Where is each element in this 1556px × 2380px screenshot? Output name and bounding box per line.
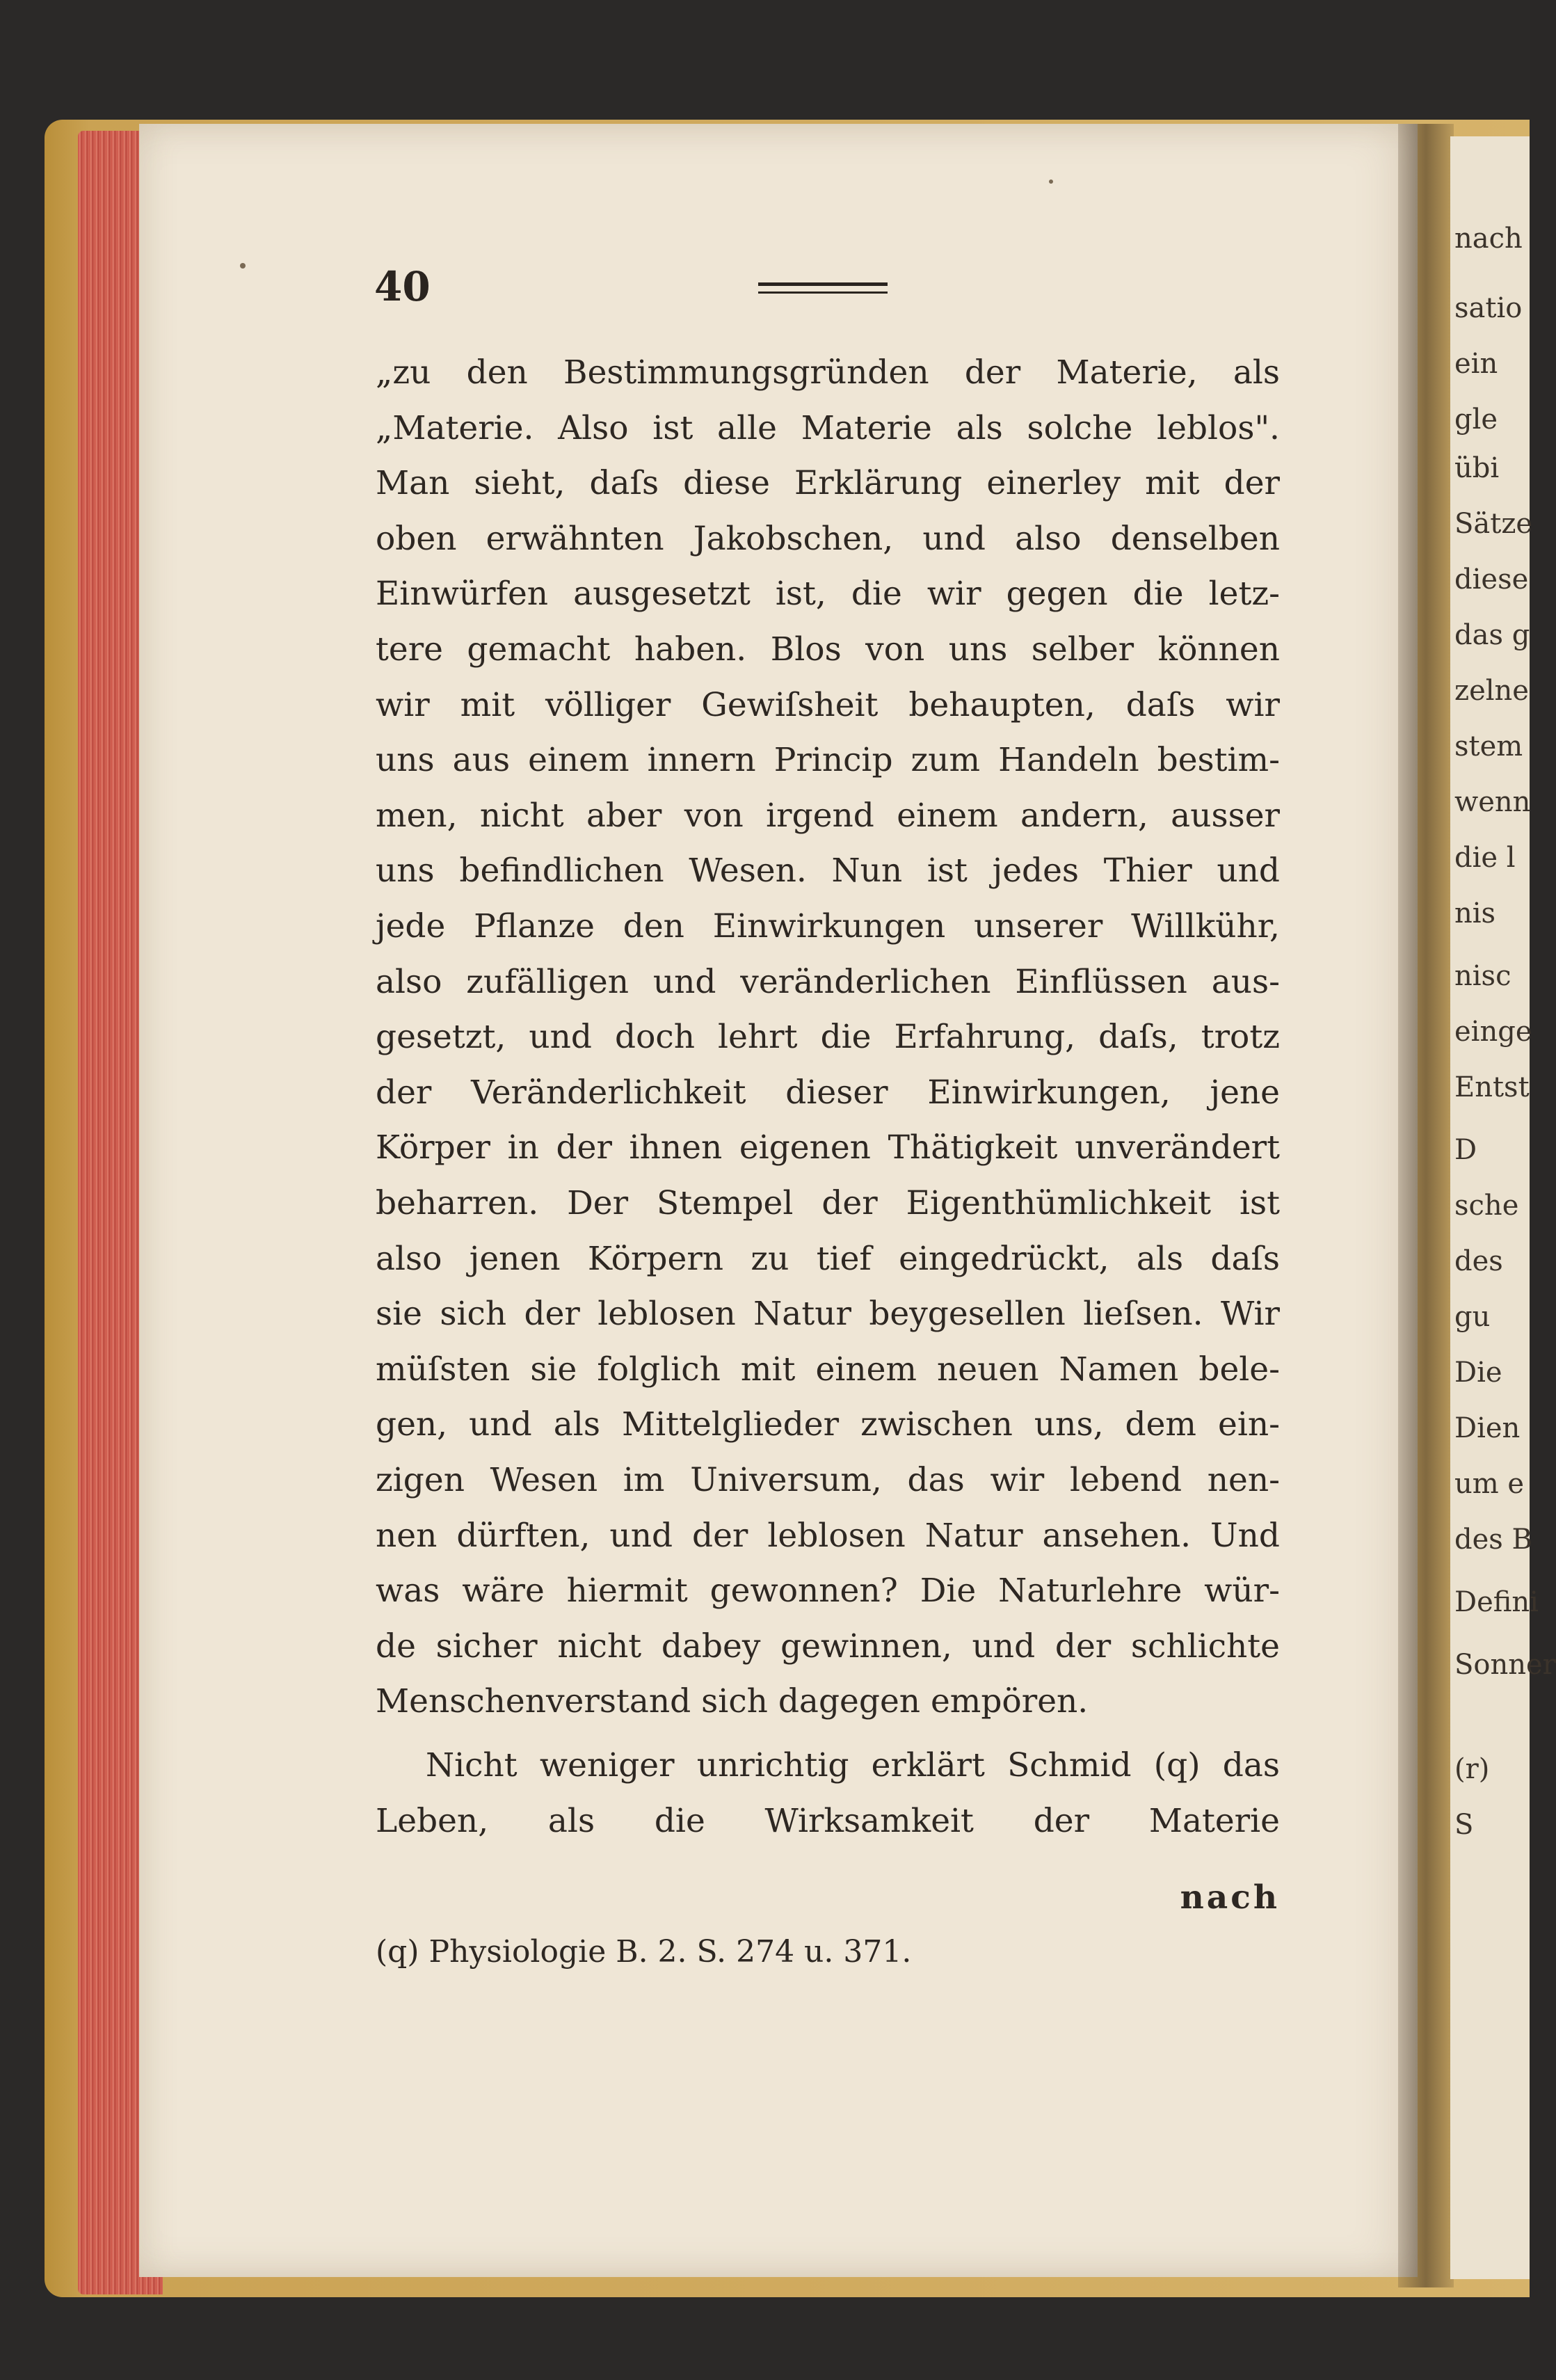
text-line: „Materie. Also ist alle Materie als solche leblos". [376,409,1280,447]
text-line: also zufälligen und veränderlichen Einflüssen aus- [376,963,1280,1001]
text-line: de sicher nicht dabey gewinnen, und der schlichte [376,1627,1280,1666]
right-page-fragment: ein [1454,348,1498,380]
text-line: Leben, als die Wirksamkeit der Materie [376,1802,1280,1840]
right-page-fragment: Die [1454,1357,1502,1389]
right-page-fragment: um e [1454,1468,1525,1500]
right-page-fragment: nis [1454,897,1496,929]
text-line: tere gemacht haben. Blos von uns selber können [376,630,1280,669]
right-page-fragment: S [1454,1809,1474,1841]
text-line: nen dürften, und der leblosen Natur ansehen. Und [376,1517,1280,1555]
right-page-fragment: Sonner [1454,1649,1556,1681]
right-page-fragment: gle [1454,404,1498,436]
right-page-fragment: nisc [1454,960,1511,992]
right-page-fragment: einge [1454,1016,1532,1048]
paper-speck [1049,179,1053,184]
right-page-fragment: die l [1454,842,1516,874]
catchword: nach [1180,1878,1280,1917]
text-line: oben erwähnten Jakobschen, und also denselben [376,520,1280,558]
text-line: uns befindlichen Wesen. Nun ist jedes Thier und [376,852,1280,890]
right-page-fragment: wenn [1454,786,1531,818]
text-line: gen, und als Mittelglieder zwischen uns, dem ein- [376,1405,1280,1444]
text-line: Nicht weniger unrichtig erklärt Schmid (q) das [426,1746,1280,1784]
right-page-fragment: Entst [1454,1071,1530,1103]
page-number: 40 [374,263,431,310]
right-page-fragment: des [1454,1245,1503,1277]
text-line: men, nicht aber von irgend einem andern, ausser [376,797,1280,835]
right-page-fragment: nach [1454,223,1523,255]
paper-speck [240,263,246,269]
right-page-fragment: zelne [1454,675,1529,707]
right-page-fragment: satio [1454,292,1523,324]
text-line: jede Pflanze den Einwirkungen unserer Willkühr, [376,907,1280,945]
text-line: Einwürfen ausgesetzt ist, die wir gegen die letz- [376,575,1280,613]
page-header [374,263,1292,312]
right-page-fragment: gu [1454,1301,1491,1333]
right-page-fragment: übi [1454,452,1500,484]
right-page-fragment: sche [1454,1190,1519,1222]
right-page-fragment: Sätze [1454,508,1533,540]
text-line: Man sieht, daſs diese Erklärung einerley mit der [376,464,1280,502]
right-page-fragment: Dien [1454,1412,1521,1444]
text-line: sie sich der leblosen Natur beygesellen lieſsen. Wir [376,1295,1280,1333]
right-page-fragment: Defini [1454,1586,1539,1618]
text-line: wir mit völliger Gewiſsheit behaupten, daſs wir [376,686,1280,724]
right-page-fragment: D [1454,1134,1477,1166]
right-page-fragment: diese [1454,564,1529,596]
text-line: beharren. Der Stempel der Eigenthümlichkeit ist [376,1184,1280,1222]
text-line: uns aus einem innern Princip zum Handeln bestim- [376,741,1280,779]
right-page-fragment: des B [1454,1524,1532,1556]
text-line: also jenen Körpern zu tief eingedrückt, als daſs [376,1240,1280,1278]
right-page [1450,136,1556,2279]
header-rule [758,282,888,294]
book-gutter [1398,124,1454,2287]
text-line: zigen Wesen im Universum, das wir lebend nen- [376,1461,1280,1499]
text-line: „zu den Bestimmungsgründen der Materie, als [376,353,1280,392]
text-line: was wäre hiermit gewonnen? Die Naturlehre wür- [376,1572,1280,1610]
right-page-fragment: das g [1454,619,1530,651]
text-line: der Veränderlichkeit dieser Einwirkungen, jene [376,1073,1280,1112]
footnote: (q) Physiologie B. 2. S. 274 u. 371. [376,1934,912,1970]
text-line: gesetzt, und doch lehrt die Erfahrung, daſs, trotz [376,1018,1280,1056]
text-line: Körper in der ihnen eigenen Thätigkeit unverändert [376,1128,1280,1167]
text-line: müſsten sie folglich mit einem neuen Namen bele- [376,1350,1280,1389]
right-page-fragment: stem [1454,730,1523,762]
right-page-fragment: (r) [1454,1753,1490,1785]
text-line: Menschenverstand sich dagegen empören. [376,1682,1089,1720]
